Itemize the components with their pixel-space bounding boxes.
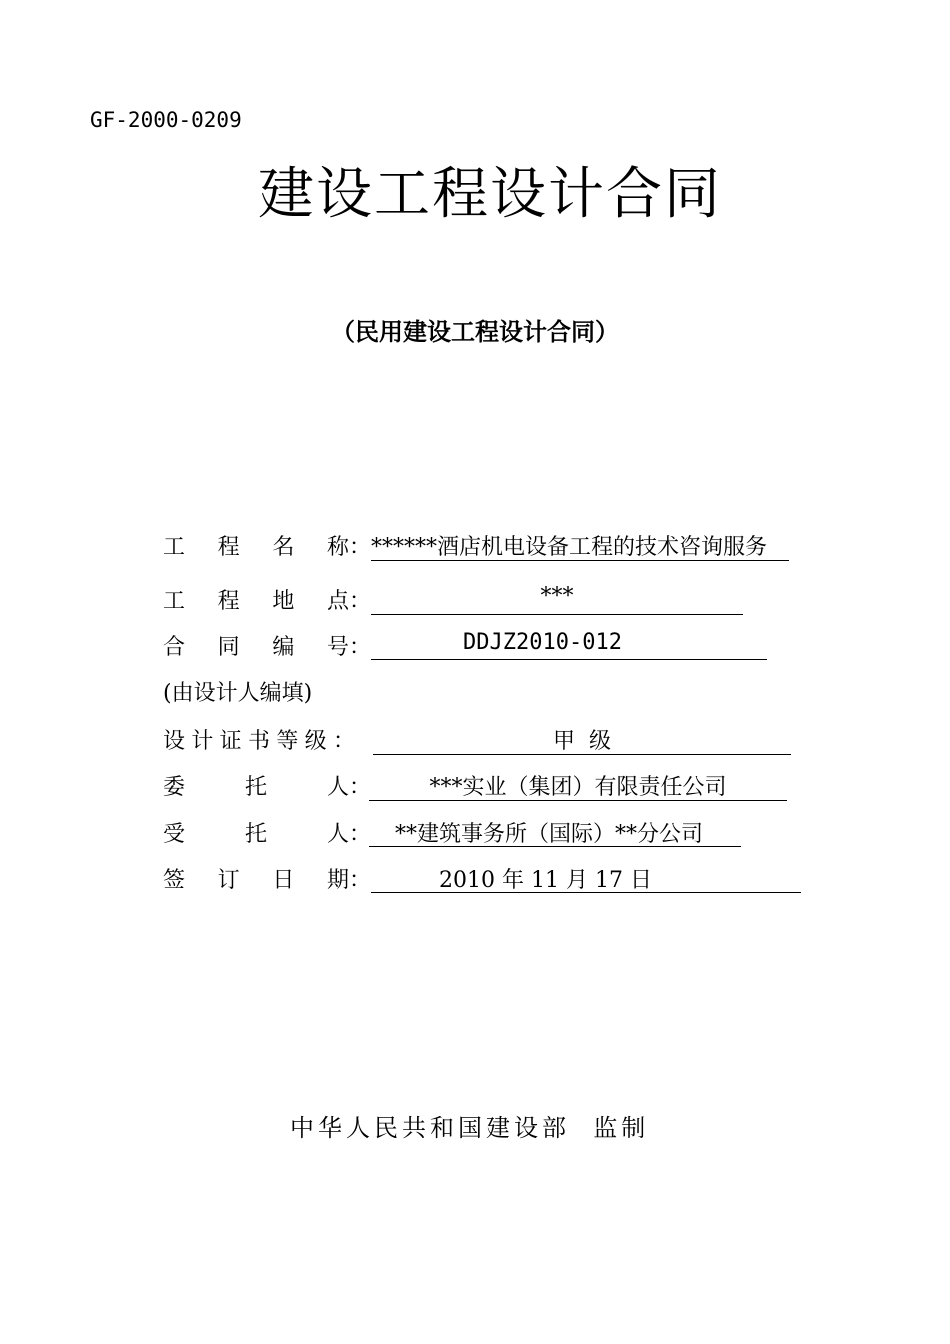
- field-value: ******酒店机电设备工程的技术咨询服务: [371, 530, 789, 561]
- field-value: ***: [371, 584, 743, 615]
- field-value: DDJZ2010-012: [371, 630, 767, 660]
- field-label: 委 托 人：: [163, 775, 371, 800]
- issuing-authority: 中华人民共和国建设部 监制: [290, 1114, 650, 1142]
- field-value: ***实业（集团）有限责任公司: [369, 770, 787, 801]
- field-label: 合 同 编 号：: [163, 635, 371, 660]
- field-value: 2010 年 11 月 17 日: [371, 863, 801, 893]
- field-label: 设 计 证 书 等 级 ：: [163, 729, 355, 754]
- field-value: **建筑事务所（国际）**分公司: [369, 817, 741, 847]
- field-label: 受 托 人：: [163, 822, 371, 847]
- document-title: 建设工程设计合同: [258, 162, 722, 227]
- field-label: 工 程 名 称：: [163, 535, 371, 560]
- field-label: 工 程 地 点：: [163, 589, 371, 614]
- field-value: 甲 级: [373, 724, 791, 755]
- field-label: 签 订 日 期：: [163, 868, 371, 893]
- filled-by-designer-note: (由设计人编填): [163, 681, 313, 706]
- document-code: GF-2000-0209: [90, 108, 242, 132]
- document-subtitle: （民用建设工程设计合同）: [331, 318, 619, 346]
